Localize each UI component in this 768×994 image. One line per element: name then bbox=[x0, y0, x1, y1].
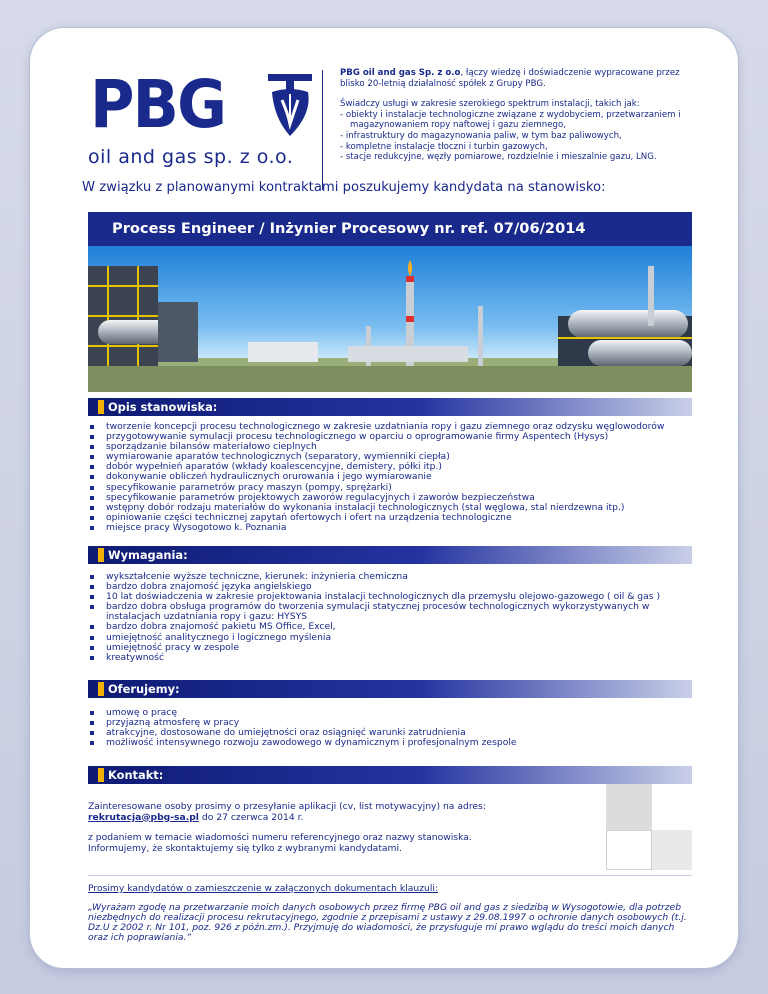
section-oferujemy-heading bbox=[88, 680, 692, 698]
heading-accent bbox=[98, 682, 104, 696]
clause-block bbox=[88, 884, 692, 943]
opis-list bbox=[88, 422, 698, 533]
list-item: atrakcyjne, dostosowane do umiejętności oraz osiągnięć warunki zatrudnienia bbox=[88, 728, 698, 738]
list-item: dokonywanie obliczeń hydraulicznych orurowania i jego wymiarowanie bbox=[88, 472, 698, 482]
refinery-photo bbox=[88, 246, 692, 392]
job-title-bar bbox=[88, 212, 692, 246]
list-item: 10 lat doświadczenia w zakresie projektowania instalacji technologicznych dla przemysłu olejowo-gazowego ( oil & gas ) bbox=[88, 592, 698, 602]
list-item: miejsce pracy Wysogotowo k. Poznania bbox=[88, 523, 698, 533]
list-item: opiniowanie części technicznej zapytań ofertowych i ofert na urządzenia technologiczne bbox=[88, 513, 698, 523]
service-item: - kompletne instalacje tłoczni i turbin gazowych, bbox=[340, 141, 548, 152]
header-divider bbox=[322, 70, 323, 190]
list-item: kreatywność bbox=[88, 653, 698, 663]
contact-line: z podaniem w temacie wiadomości numeru referencyjnego oraz nazwy stanowiska. bbox=[88, 832, 472, 844]
section-opis-title: Opis stanowiska: bbox=[108, 400, 218, 414]
contact-line: Informujemy, że skontaktujemy się tylko z wybranymi kandydatami. bbox=[88, 842, 402, 854]
contact-line: Zainteresowane osoby prosimy o przesyłanie aplikacji (cv, list motywacyjny) na adres: bbox=[88, 801, 486, 812]
flame-icon bbox=[268, 74, 312, 138]
list-item: wymiarowanie aparatów technologicznych (separatory, wymienniki ciepła) bbox=[88, 452, 698, 462]
list-item: bardzo dobra znajomość języka angielskiego bbox=[88, 582, 698, 592]
services-lead: Świadczy usługi w zakresie szerokiego spektrum instalacji, takich jak: bbox=[340, 99, 640, 110]
list-item: możliwość intensywnego rozwoju zawodowego w dynamicznym i profesjonalnym zespole bbox=[88, 738, 698, 748]
contact-block bbox=[88, 802, 692, 854]
section-wymagania-heading bbox=[88, 546, 692, 564]
list-item: wstępny dobór rodzaju materiałów do wykonania instalacji technologicznych (stal węglowa, stal nierdzewna itp.) bbox=[88, 503, 698, 513]
list-item: umiejętność pracy w zespole bbox=[88, 643, 698, 653]
section-kontakt-title: Kontakt: bbox=[108, 768, 164, 782]
email-link[interactable]: rekrutacja@pbg-sa.pl bbox=[88, 811, 199, 823]
company-logo bbox=[88, 66, 318, 190]
lead-text: W związku z planowanymi kontraktami poszukujemy kandydata na stanowisko: bbox=[82, 180, 606, 195]
service-item: - infrastruktury do magazynowania paliw, w tym baz paliwowych, bbox=[340, 130, 622, 141]
intro-company-name: PBG oil and gas Sp. z o.o bbox=[340, 68, 461, 78]
heading-accent bbox=[98, 400, 104, 414]
list-item: przyjazną atmosferę w pracy bbox=[88, 718, 698, 728]
heading-accent bbox=[98, 548, 104, 562]
section-opis-heading bbox=[88, 398, 692, 416]
job-title: Process Engineer / Inżynier Procesowy nr. ref. 07/06/2014 bbox=[112, 220, 586, 237]
wymagania-list bbox=[88, 572, 698, 663]
list-item: specyfikowanie parametrów projektowych zaworów regulacyjnych i zaworów bezpieczeństwa bbox=[88, 493, 698, 503]
list-item: umiejętność analitycznego i logicznego myślenia bbox=[88, 633, 698, 643]
company-intro bbox=[340, 68, 700, 163]
clause-lead: Prosimy kandydatów o zamieszczenie w załączonych dokumentach klauzuli: bbox=[88, 883, 439, 894]
section-wymagania-title: Wymagania: bbox=[108, 548, 188, 562]
list-item: umowę o pracę bbox=[88, 708, 698, 718]
list-item: przygotowywanie symulacji procesu technologicznego w oparciu o oprogramowanie firmy Aspentech (Hysys) bbox=[88, 432, 698, 442]
list-item: bardzo dobra obsługa programów do tworzenia symulacji statycznej procesów technologicznych wykorzystywanych w instalacjach uzdatniania ropy i gazu: HYSYS bbox=[88, 602, 698, 622]
logo-letters: PBG bbox=[90, 66, 226, 143]
section-kontakt-heading bbox=[88, 766, 692, 784]
list-item: wykształcenie wyższe techniczne, kierunek: inżynieria chemiczna bbox=[88, 572, 698, 582]
services-list bbox=[340, 110, 700, 163]
list-item: sporządzanie bilansów materiałowo cieplnych bbox=[88, 442, 698, 452]
service-item: - stacje redukcyjne, węzły pomiarowe, rozdzielnie i mieszalnie gazu, LNG. bbox=[340, 152, 657, 163]
intro-paragraph bbox=[340, 68, 700, 89]
deadline-text: do 27 czerwca 2014 r. bbox=[198, 811, 304, 823]
divider bbox=[88, 875, 692, 876]
section-oferujemy-title: Oferujemy: bbox=[108, 682, 180, 696]
list-item: tworzenie koncepcji procesu technologicznego w zakresie uzdatniania ropy i gazu ziemnego oraz odzysku węglowodorów bbox=[88, 422, 698, 432]
list-item: bardzo dobra znajomość pakietu MS Office, Excel, bbox=[88, 622, 698, 632]
list-item: dobór wypełnień aparatów (wkłady koalescencyjne, demistery, półki itp.) bbox=[88, 462, 698, 472]
list-item: specyfikowanie parametrów pracy maszyn (pompy, sprężarki) bbox=[88, 483, 698, 493]
poster-sheet bbox=[30, 28, 738, 968]
heading-accent bbox=[98, 768, 104, 782]
clause-text: „Wyrażam zgodę na przetwarzanie moich danych osobowych przez firmę PBG oil and gas z siedzibą w Wysogotowie, dla potrzeb niezbędnych do realizacji procesu rekrutacyjnego, zgodnie z przepisami z ustawy z 29.08.1997 o ochronie danych osobowych (t.j. Dz.U z 2002 r. Nr 101, poz. 926 z późn.zm.). Przyjmuję do wiadomości, że przysługuje mi prawo wglądu do treści moich danych oraz ich poprawiania.” bbox=[88, 901, 687, 944]
service-item: - obiekty i instalacje technologiczne związane z wydobyciem, przetwarzaniem i magazynowaniem ropy naftowej i gazu ziemnego, bbox=[340, 109, 681, 131]
oferujemy-list bbox=[88, 708, 698, 748]
intro-text: , łączy wiedzę i doświadczenie wypracowane przez blisko 20-letnią działalność spółek z Grupy PBG. bbox=[340, 68, 680, 89]
logo-subtitle: oil and gas sp. z o.o. bbox=[88, 146, 294, 168]
